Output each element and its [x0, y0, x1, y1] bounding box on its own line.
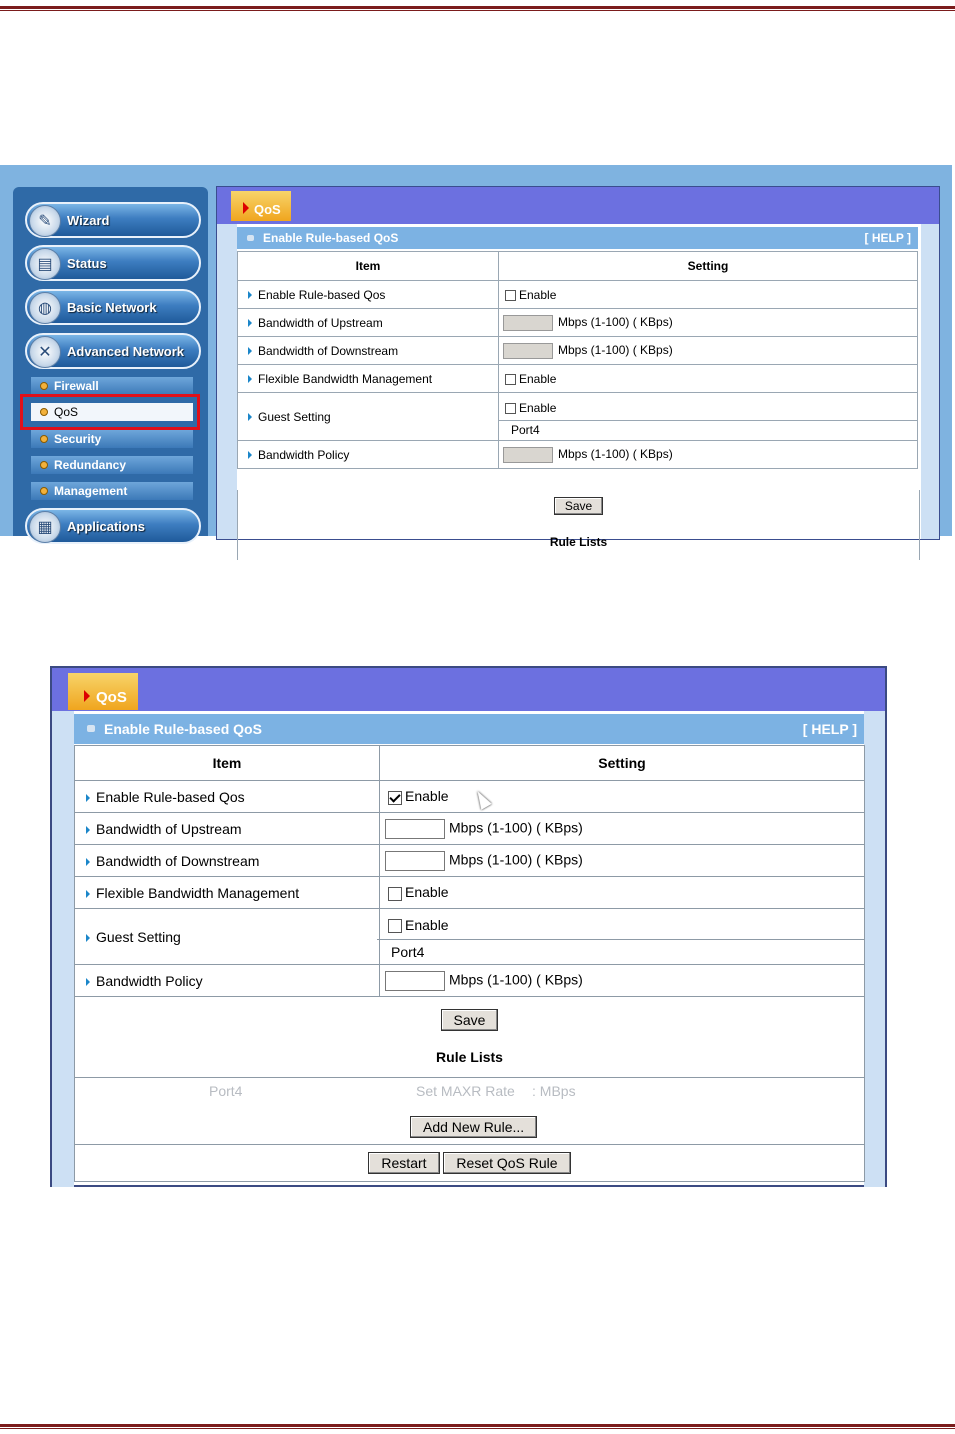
section-header [74, 714, 864, 744]
section-icon [87, 725, 95, 732]
rule-port: Port4 [209, 1083, 243, 1099]
sidebar-item-label: Security [54, 432, 102, 446]
save-button[interactable]: Save [554, 497, 603, 515]
panel-banner [217, 187, 939, 224]
reset-qos-rule-button[interactable]: Reset QoS Rule [443, 1152, 570, 1174]
table-row [238, 365, 918, 393]
panel-left-strip [217, 224, 237, 539]
row-label: Bandwidth of Downstream [258, 343, 399, 358]
caret-icon [86, 826, 90, 834]
row-label-cell [238, 393, 499, 441]
row-label: Bandwidth Policy [258, 447, 350, 462]
row-label: Guest Setting [96, 928, 181, 945]
unit-label: Mbps (1-100) ( KBps) [449, 819, 583, 836]
checkbox-label: Enable [519, 401, 557, 415]
row-setting-cell [499, 393, 918, 441]
row-label-cell [238, 337, 499, 365]
table-row [75, 965, 865, 997]
col-setting-header: Setting [380, 746, 865, 781]
sidebar [13, 187, 208, 536]
upstream-input[interactable] [503, 315, 553, 331]
caret-icon [248, 319, 252, 327]
table-row [75, 1078, 865, 1145]
nav-applications[interactable] [25, 508, 201, 544]
sidebar-item-label: Redundancy [54, 458, 127, 472]
row-setting-cell [380, 781, 865, 813]
table-row [75, 997, 865, 1078]
screenshot-qos-detail [50, 666, 887, 1187]
arrow-icon [84, 690, 90, 702]
downstream-input[interactable] [385, 851, 445, 871]
sidebar-item-label: QoS [54, 405, 79, 419]
section-title: Enable Rule-based QoS [263, 231, 399, 245]
qos-settings-table [237, 251, 918, 469]
sidebar-item-security[interactable] [31, 430, 193, 448]
row-setting-cell [380, 845, 865, 877]
row-label-cell [75, 965, 380, 997]
panel-banner [52, 668, 885, 711]
tab-qos[interactable] [68, 673, 138, 710]
rule-rate-label: Set MAXR Rate [416, 1083, 515, 1099]
table-row [75, 909, 865, 965]
row-label: Enable Rule-based Qos [258, 287, 386, 302]
rule-lists-label: Rule Lists [549, 535, 608, 549]
caret-icon [248, 413, 252, 421]
col-item-header: Item [75, 746, 380, 781]
bullet-icon [40, 435, 48, 443]
row-setting-cell [380, 965, 865, 997]
row-label-cell [75, 877, 380, 909]
checkbox-label: Enable [405, 884, 449, 901]
upstream-input[interactable] [385, 819, 445, 839]
row-label: Flexible Bandwidth Management [258, 371, 433, 386]
caret-icon [86, 978, 90, 986]
sidebar-item-management[interactable] [31, 482, 193, 500]
tab-qos-label: QoS [96, 689, 127, 706]
table-row [75, 1145, 865, 1182]
chart-icon: ▤ [29, 248, 61, 280]
enable-qos-checkbox[interactable] [505, 290, 516, 301]
table-row [238, 441, 918, 469]
screenshot-admin-ui [0, 165, 952, 549]
qos-panel [216, 186, 940, 549]
row-label-cell [75, 845, 380, 877]
globe-icon: ◍ [29, 292, 61, 324]
table-row [75, 845, 865, 877]
table-row [75, 781, 865, 813]
checkbox-label: Enable [519, 287, 557, 302]
table-row [238, 281, 918, 309]
row-label: Bandwidth of Upstream [258, 315, 383, 330]
bullet-icon [40, 461, 48, 469]
unit-label: Mbps (1-100) ( KBps) [558, 446, 673, 461]
wand-icon: ✎ [29, 205, 61, 237]
table-row [238, 393, 918, 441]
caret-icon [86, 858, 90, 866]
sidebar-item-label: Firewall [54, 379, 99, 393]
row-setting-cell [499, 441, 918, 469]
policy-input[interactable] [385, 971, 445, 991]
table-row [75, 813, 865, 845]
rule-list-cell [75, 1078, 865, 1145]
row-setting-cell [499, 281, 918, 309]
row-label-cell [238, 441, 499, 469]
row-label: Bandwidth of Downstream [96, 852, 260, 869]
nav-applications-label: Applications [67, 519, 146, 534]
row-label-cell [238, 309, 499, 337]
checkbox-label: Enable [405, 917, 449, 933]
row-label-cell [238, 365, 499, 393]
checkbox-label: Enable [405, 788, 449, 805]
row-setting-cell [380, 813, 865, 845]
nav-advanced-network[interactable] [25, 333, 201, 369]
checkbox-label: Enable [519, 371, 557, 386]
row-label: Guest Setting [258, 409, 331, 424]
panel-left-strip [52, 711, 74, 1187]
add-new-rule-button[interactable]: Add New Rule... [410, 1116, 537, 1138]
row-setting-cell [499, 309, 918, 337]
panel-right-strip [921, 224, 939, 539]
flexible-bandwidth-checkbox[interactable] [505, 374, 516, 385]
nav-basic-network-label: Basic Network [67, 300, 157, 315]
section-title: Enable Rule-based QoS [104, 721, 262, 737]
rule-rate-unit: : MBps [532, 1083, 576, 1099]
flexible-bandwidth-checkbox[interactable] [388, 887, 402, 901]
caret-icon [248, 451, 252, 459]
row-label-cell [75, 909, 380, 965]
page-top-rule-thin [0, 10, 955, 11]
table-row [75, 877, 865, 909]
page-bottom-rule [0, 1424, 955, 1427]
unit-label: Mbps (1-100) ( KBps) [449, 971, 583, 988]
table-row [238, 337, 918, 365]
nav-advanced-network-label: Advanced Network [67, 344, 185, 359]
col-item-header: Item [238, 252, 499, 281]
enable-qos-checkbox[interactable] [388, 791, 402, 805]
row-label: Enable Rule-based Qos [96, 788, 245, 805]
apps-icon: ▦ [29, 511, 61, 543]
unit-label: Mbps (1-100) ( KBps) [558, 342, 673, 357]
policy-input[interactable] [503, 447, 553, 463]
qos-settings-table [74, 745, 865, 1182]
caret-icon [248, 291, 252, 299]
page-top-rule [0, 6, 955, 9]
caret-icon [248, 375, 252, 383]
rule-lists-label: Rule Lists [436, 1049, 503, 1065]
row-setting-cell [380, 909, 865, 965]
bullet-icon [40, 382, 48, 390]
row-setting-cell [499, 365, 918, 393]
nav-wizard[interactable] [25, 202, 201, 238]
nav-status[interactable] [25, 245, 201, 281]
row-label-cell [75, 781, 380, 813]
guest-port-label: Port4 [499, 420, 917, 439]
guest-setting-checkbox[interactable] [388, 919, 402, 933]
row-setting-cell [499, 337, 918, 365]
caret-icon [248, 347, 252, 355]
highlight-box [20, 394, 200, 430]
guest-port-label: Port4 [377, 939, 864, 964]
col-setting-header: Setting [499, 252, 918, 281]
sidebar-item-firewall[interactable] [31, 377, 193, 395]
row-label: Bandwidth of Upstream [96, 820, 242, 837]
nav-basic-network[interactable] [25, 289, 201, 325]
sidebar-item-label: Management [54, 484, 128, 498]
sidebar-item-redundancy[interactable] [31, 456, 193, 474]
section-header [237, 227, 918, 249]
unit-label: Mbps (1-100) ( KBps) [558, 314, 673, 329]
row-label-cell [238, 281, 499, 309]
row-label: Bandwidth Policy [96, 972, 203, 989]
nav-wizard-label: Wizard [67, 213, 110, 228]
help-link[interactable]: [ HELP ] [802, 721, 857, 737]
restart-button[interactable]: Restart [368, 1152, 439, 1174]
caret-icon [86, 934, 90, 942]
unit-label: Mbps (1-100) ( KBps) [449, 851, 583, 868]
table-row [238, 309, 918, 337]
row-label-cell [75, 813, 380, 845]
section-icon [247, 235, 254, 241]
table-header-row [238, 252, 918, 281]
downstream-input[interactable] [503, 343, 553, 359]
tools-icon: ✕ [29, 336, 61, 368]
page-bottom-rule-thin [0, 1428, 955, 1429]
caret-icon [86, 794, 90, 802]
actions-area [237, 490, 920, 560]
tab-qos[interactable] [231, 191, 291, 221]
bullet-icon [40, 487, 48, 495]
nav-status-label: Status [67, 256, 107, 271]
table-header-row [75, 746, 865, 781]
row-setting-cell [380, 877, 865, 909]
panel-right-strip [864, 711, 885, 1187]
arrow-icon [243, 202, 249, 214]
tab-qos-label: QoS [254, 202, 281, 217]
caret-icon [86, 890, 90, 898]
help-link[interactable]: [ HELP ] [864, 231, 911, 245]
row-label: Flexible Bandwidth Management [96, 884, 300, 901]
bottom-buttons-cell [75, 1145, 865, 1182]
save-cell [75, 997, 865, 1078]
save-button[interactable]: Save [441, 1009, 499, 1031]
guest-setting-checkbox[interactable] [505, 403, 516, 414]
